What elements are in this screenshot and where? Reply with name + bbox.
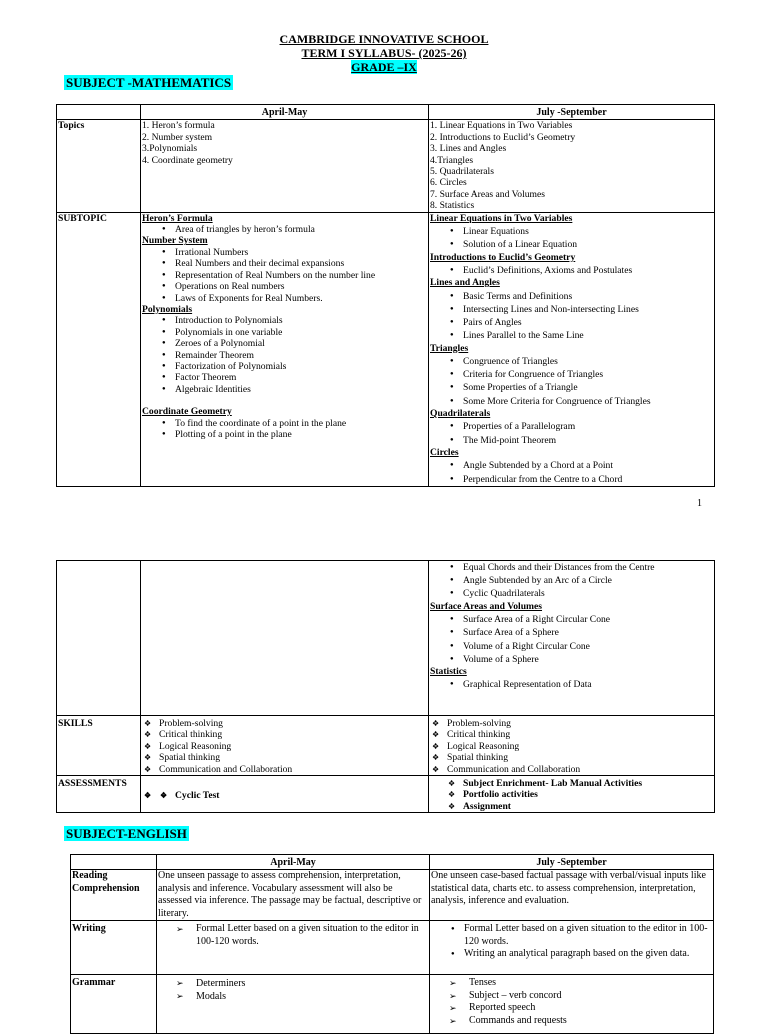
heron-title: Heron’s Formula [142, 212, 213, 224]
math-table [56, 104, 715, 487]
topic-item: 4. Coordinate geometry [142, 154, 233, 166]
list-item: ● Area of triangles by heron’s formula [142, 224, 427, 235]
english-header-april: April-May [157, 855, 430, 870]
topics-april [141, 120, 429, 212]
writing-july [430, 921, 714, 975]
writing-label: Writing [71, 921, 157, 975]
reading-july: One unseen case-based factual passage with verbal/visual inputs like statistical data, charts etc. to assess comprehension, interpretation, analysis, inference and evaluation. [430, 870, 714, 921]
skill-item: ❖ Critical thinking [142, 729, 427, 740]
english-subject-title: SUBJECT-ENGLISH [66, 826, 187, 841]
list-item: ● Formal Letter based on a given situation to the editor in 100-120 words. [431, 923, 712, 948]
list-item: ● Congruence of Triangles [430, 355, 713, 368]
statistics-title: Statistics [430, 665, 467, 677]
list-item: ● Laws of Exponents for Real Numbers. [142, 293, 427, 304]
topic-item: 1. Linear Equations in Two Variables [430, 120, 573, 132]
list-item: ● Remainder Theorem [142, 350, 427, 361]
page-number: 1 [697, 498, 702, 509]
list-item: ● Lines Parallel to the Same Line [430, 329, 713, 342]
list-item: ● Euclid’s Definitions, Axioms and Postulates [430, 264, 713, 277]
skills-april [141, 716, 429, 776]
empty-cell [57, 561, 141, 716]
list-item: ● Basic Terms and Definitions [430, 290, 713, 303]
list-item: ● Angle Subtended by an Arc of a Circle [430, 574, 713, 587]
list-item: ● Plotting of a point in the plane [142, 429, 427, 440]
list-item: ➢ Subject – verb concord [431, 990, 712, 1003]
list-item: ● Pairs of Angles [430, 316, 713, 329]
surface-title: Surface Areas and Volumes [430, 600, 543, 612]
math-subject-title: SUBJECT -MATHEMATICS [66, 75, 232, 90]
topic-item: 6. Circles [430, 177, 467, 189]
list-item: ➢ Formal Letter based on a given situation to the editor in 100-120 words. [158, 923, 428, 948]
list-item: ● Zeroes of a Polynomial [142, 338, 427, 349]
list-item: ● Representation of Real Numbers on the number line [142, 270, 427, 281]
assessments-july [429, 776, 715, 813]
list-item: ➢ Determiners [158, 977, 428, 990]
skill-item: ❖ Spatial thinking [142, 752, 427, 763]
list-item: ● Polynomials in one variable [142, 327, 427, 338]
list-item: ➢ Commands and requests [431, 1015, 712, 1028]
list-item: ● Real Numbers and their decimal expansions [142, 258, 427, 269]
list-item: ● Some More Criteria for Congruence of Triangles [430, 395, 713, 408]
math-header-empty [57, 105, 141, 120]
topics-july [429, 120, 715, 212]
list-item: ● Surface Area of a Right Circular Cone [430, 613, 713, 626]
skill-item: ❖ Spatial thinking [430, 752, 713, 763]
grammar-july [430, 975, 714, 1034]
list-item: ● Introduction to Polynomials [142, 315, 427, 326]
list-item: ● Factor Theorem [142, 372, 427, 383]
linear-title: Linear Equations in Two Variables [430, 212, 573, 224]
topic-item: 7. Surface Areas and Volumes [430, 188, 546, 200]
grammar-label: Grammar [71, 975, 157, 1034]
list-item: ● Algebraic Identities [142, 384, 427, 395]
list-item: ● Criteria for Congruence of Triangles [430, 368, 713, 381]
skill-item: ❖ Problem-solving [142, 718, 427, 729]
list-item: ● Intersecting Lines and Non-intersecting Lines [430, 303, 713, 316]
topics-label: Topics [57, 120, 141, 212]
list-item: ● Factorization of Polynomials [142, 361, 427, 372]
list-item: ● To find the coordinate of a point in the plane [142, 418, 427, 429]
english-table [70, 854, 714, 1034]
subtopic-label: SUBTOPIC [57, 212, 141, 486]
math-table-continued [56, 560, 715, 813]
assessments-label: ASSESSMENTS [57, 776, 141, 813]
skill-item: ❖ Problem-solving [430, 718, 713, 729]
assessment-item: ❖ Assignment [448, 800, 511, 812]
english-header-empty [71, 855, 157, 870]
topic-item: 2. Introductions to Euclid’s Geometry [430, 131, 576, 143]
topic-item: 5. Quadrilaterals [430, 166, 494, 178]
school-name: CAMBRIDGE INNOVATIVE SCHOOL [279, 32, 489, 46]
empty-cell [141, 561, 429, 716]
list-item: ● Writing an analytical paragraph based on the given data. [431, 948, 712, 961]
grade-title: GRADE –IX [351, 60, 417, 74]
quadrilaterals-title: Quadrilaterals [430, 407, 491, 419]
list-item: ● Some Properties of a Triangle [430, 381, 713, 394]
assessment-item: ❖ Portfolio activities [448, 789, 538, 801]
list-item: ● Linear Equations [430, 225, 713, 238]
list-item: ● Irrational Numbers [142, 247, 427, 258]
list-item: ● Volume of a Sphere [430, 653, 713, 666]
topic-item: 4.Triangles [430, 154, 474, 166]
skill-item: ❖ Logical Reasoning [142, 741, 427, 752]
english-header-july: July -September [430, 855, 714, 870]
list-item: ● Operations on Real numbers [142, 281, 427, 292]
list-item: ● Graphical Representation of Data [430, 678, 713, 691]
circles-title: Circles [430, 446, 459, 458]
list-item: ● Solution of a Linear Equation [430, 238, 713, 251]
assessment-item: ❖ Subject Enrichment- Lab Manual Activities [448, 778, 643, 790]
skill-item: ❖ Communication and Collaboration [430, 764, 713, 775]
math-header-april: April-May [141, 105, 429, 120]
list-item: ● Surface Area of a Sphere [430, 626, 713, 639]
topic-item: 3. Lines and Angles [430, 143, 507, 155]
list-item: ● Cyclic Quadrilaterals [430, 587, 713, 600]
skill-item: ❖ Communication and Collaboration [142, 764, 427, 775]
reading-april: One unseen passage to assess comprehension, interpretation, analysis and inference. Vocabulary assessment will also be assessed via inference. The passage may be factual, descriptive or literary. [157, 870, 430, 921]
writing-april [157, 921, 430, 975]
topic-item: 1. Heron’s formula [142, 120, 215, 132]
topic-item: 3.Polynomials [142, 143, 198, 155]
list-item: ➢ Tenses [431, 977, 712, 990]
list-item: ● Equal Chords and their Distances from the Centre [430, 561, 713, 574]
list-item: ● Properties of a Parallelogram [430, 420, 713, 433]
triangles-title: Triangles [430, 342, 469, 354]
subtopic-july [429, 212, 715, 486]
math-header-july: July -September [429, 105, 715, 120]
skills-july [429, 716, 715, 776]
list-item: ● The Mid-point Theorem [430, 434, 713, 447]
term-title: TERM I SYLLABUS- (2025-26) [301, 46, 467, 60]
topic-item: 2. Number system [142, 131, 213, 143]
grammar-april [157, 975, 430, 1034]
list-item: ➢ Reported speech [431, 1002, 712, 1015]
list-item: ● Perpendicular from the Centre to a Chord [430, 473, 713, 486]
coordinate-title: Coordinate Geometry [142, 406, 232, 418]
list-item: ➢ Modals [158, 990, 428, 1003]
list-item: ● Angle Subtended by a Chord at a Point [430, 459, 713, 472]
euclid-title: Introductions to Euclid’s Geometry [430, 251, 576, 263]
lines-angles-title: Lines and Angles [430, 277, 500, 289]
skill-item: ❖ Logical Reasoning [430, 741, 713, 752]
skills-label: SKILLS [57, 716, 141, 776]
polynomials-title: Polynomials [142, 303, 193, 315]
topic-item: 8. Statistics [430, 200, 475, 212]
subtopic-july-continued [429, 561, 715, 716]
list-item: ● Volume of a Right Circular Cone [430, 640, 713, 653]
assessment-item: ❖ ❖ Cyclic Test [142, 790, 427, 801]
skill-item: ❖ Critical thinking [430, 729, 713, 740]
number-system-title: Number System [142, 235, 208, 247]
subtopic-april [141, 212, 429, 486]
assessments-april [141, 776, 429, 813]
reading-label: Reading Comprehension [71, 870, 157, 921]
